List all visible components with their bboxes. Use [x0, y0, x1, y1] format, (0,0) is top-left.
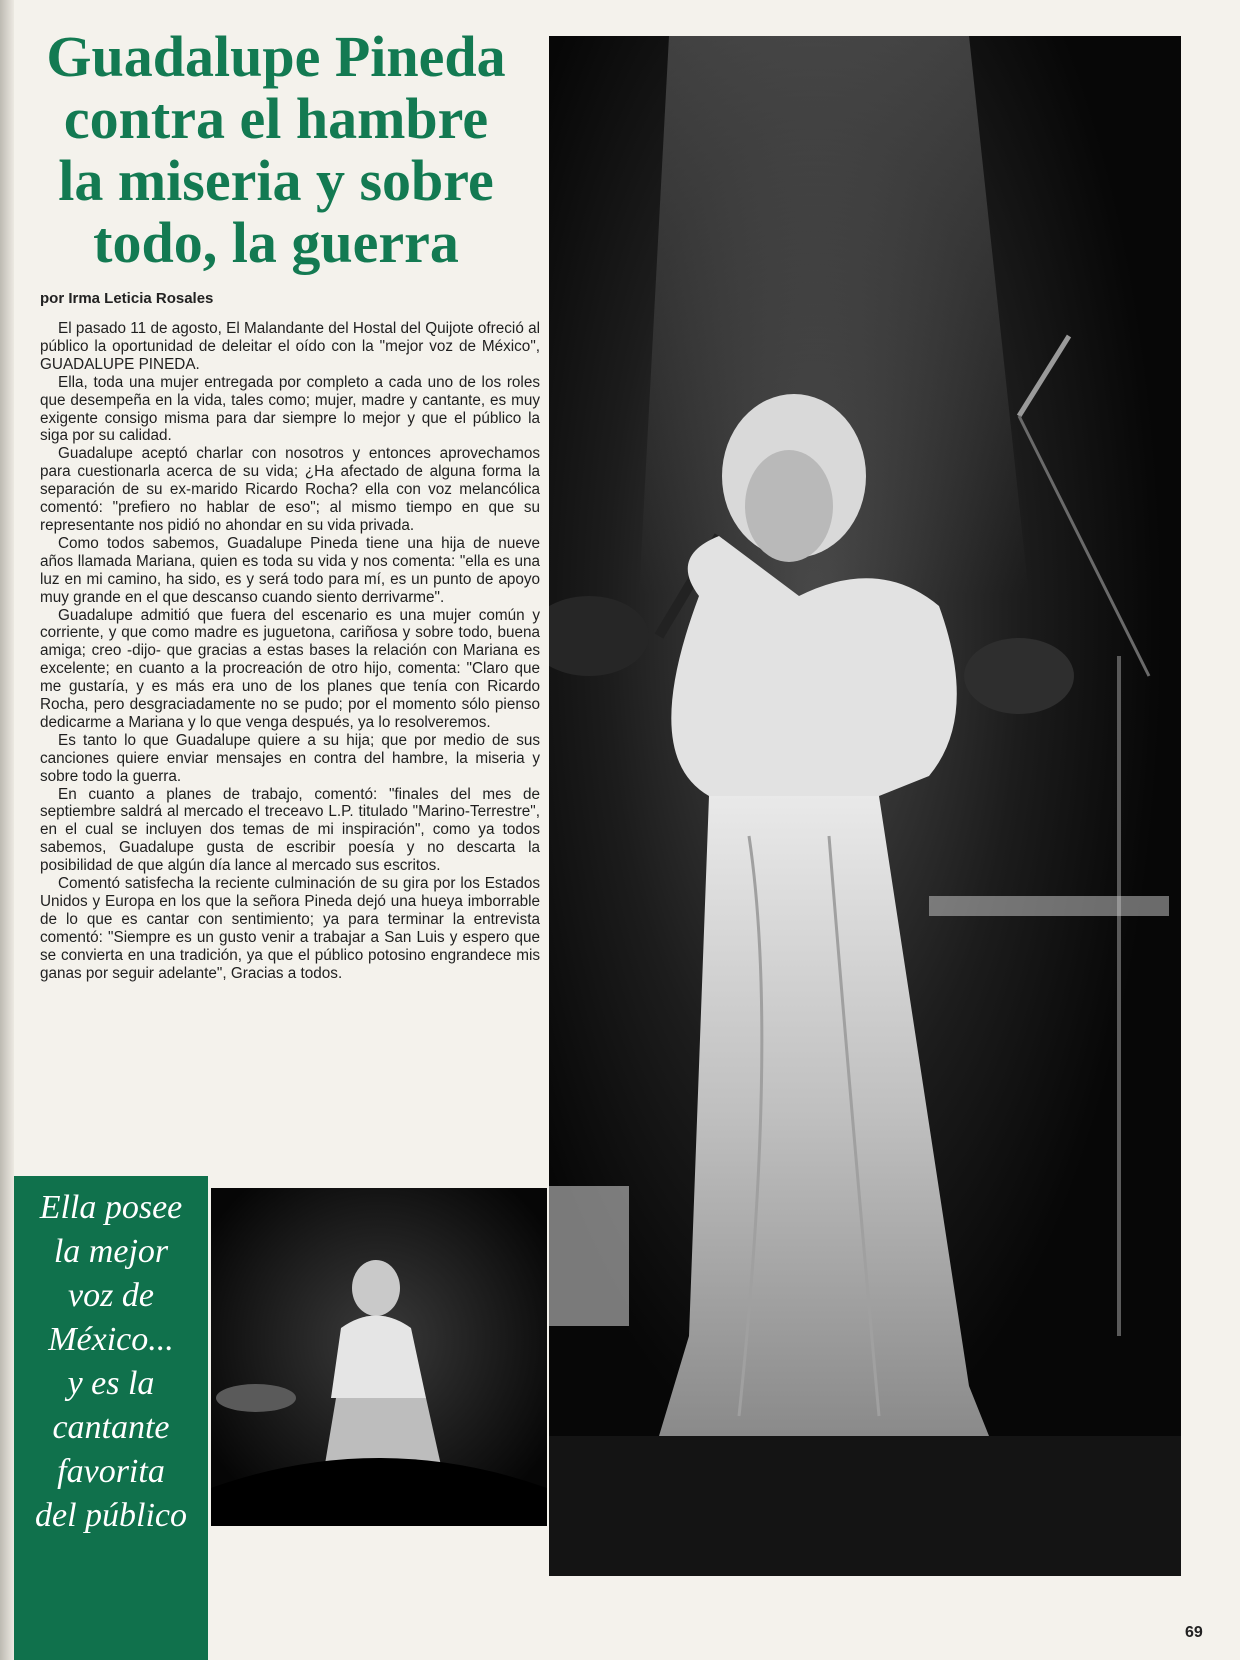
concert-photo-main — [549, 36, 1181, 1576]
pullquote-line: del público — [34, 1497, 188, 1534]
pullquote-line: Ella posee — [39, 1189, 183, 1226]
pullquote-line: México... — [48, 1321, 174, 1358]
pullquote-line: cantante — [52, 1409, 170, 1446]
headline-line: la miseria y sobre — [58, 148, 494, 213]
headline-line: todo, la guerra — [93, 210, 459, 275]
singer-on-stage-illustration — [549, 36, 1181, 1576]
article-paragraph: Guadalupe admitió que fuera del escenario es una mujer común y corriente, y que como madre es juguetona, cariñosa y sobre todo, buena amiga; creo -dijo- que gracias a estas bases la relación con Mariana es excelente; en cuanto a la procreación de otro hijo, comenta: "Claro que me gustaría, y es más era uno de los planes que tenía con Ricardo Rocha, pero desgraciadamente no se pudo; por el momento sólo pienso dedicarme a Mariana y lo que venga después, ya lo resolveremos. — [40, 606, 540, 731]
pullquote-line: voz de — [68, 1277, 154, 1314]
article-paragraph: Como todos sabemos, Guadalupe Pineda tiene una hija de nueve años llamada Mariana, quien es toda su vida y nos comenta: "ella es una luz en mi camino, ha sido, es y será todo para mí, es un punto de apoyo muy grande en el que descanso cuando siento derrivarme". — [40, 534, 540, 606]
article-headline — [6, 26, 546, 274]
article-paragraph: Ella, toda una mujer entregada por completo a cada uno de los roles que desempeña en la vida, tales como; mujer, madre y cantante, es muy exigente consigo misma para dar siempre lo mejor y que el público la siga por su calidad. — [40, 373, 540, 445]
article-body — [40, 320, 540, 983]
pullquote-line: y es la — [67, 1365, 155, 1402]
headline-line: contra el hambre — [63, 86, 489, 151]
page-number: 69 — [1185, 1624, 1203, 1641]
article-byline: por Irma Leticia Rosales — [40, 290, 214, 307]
pullquote-line: la mejor — [53, 1233, 169, 1270]
headline-line: Guadalupe Pineda — [46, 24, 506, 89]
concert-photo-small — [211, 1188, 547, 1526]
article-paragraph: Es tanto lo que Guadalupe quiere a su hija; que por medio de sus canciones quiere enviar mensajes en contra del hambre, la miseria y sobre todo la guerra. — [40, 731, 540, 785]
article-paragraph: Comentó satisfecha la reciente culminación de su gira por los Estados Unidos y Europa en los que la señora Pineda dejó una hueya imborrable de lo que es cantar con sentimiento; ya para terminar la entrevista comentó: "Siempre es un gusto venir a trabajar a San Luis y espero que se convierta en una tradición, ya que el público potosino engrandece mis ganas por seguir adelante", Gracias a todos. — [40, 875, 540, 982]
article-paragraph: En cuanto a planes de trabajo, comentó: "finales del mes de septiembre saldrá al mercado el treceavo L.P. titulado "Marino-Terrestre", en el cual se incluyen dos temas de mi inspiración", como ya todos sabemos, Guadalupe gusta de escribir poesía y no descarta la posibilidad de que algún día lance al mercado sus escritos. — [40, 785, 540, 875]
pullquote-text — [14, 1186, 208, 1538]
singer-seated-illustration — [211, 1188, 547, 1526]
pullquote-line: favorita — [57, 1453, 165, 1490]
pullquote-box — [14, 1176, 208, 1660]
article-paragraph: El pasado 11 de agosto, El Malandante del Hostal del Quijote ofreció al público la oportunidad de deleitar el oído con la "mejor voz de México", GUADALUPE PINEDA. — [40, 320, 540, 373]
article-paragraph: Guadalupe aceptó charlar con nosotros y entonces aprovechamos para cuestionarla acerca de su vida; ¿Ha afectado de alguna forma la separación de su ex-marido Ricardo Rocha? ella con voz melancólica comentó: "prefiero no hablar de eso"; al mismo tiempo en que su representante nos pidió no ahondar en su vida privada. — [40, 445, 540, 534]
